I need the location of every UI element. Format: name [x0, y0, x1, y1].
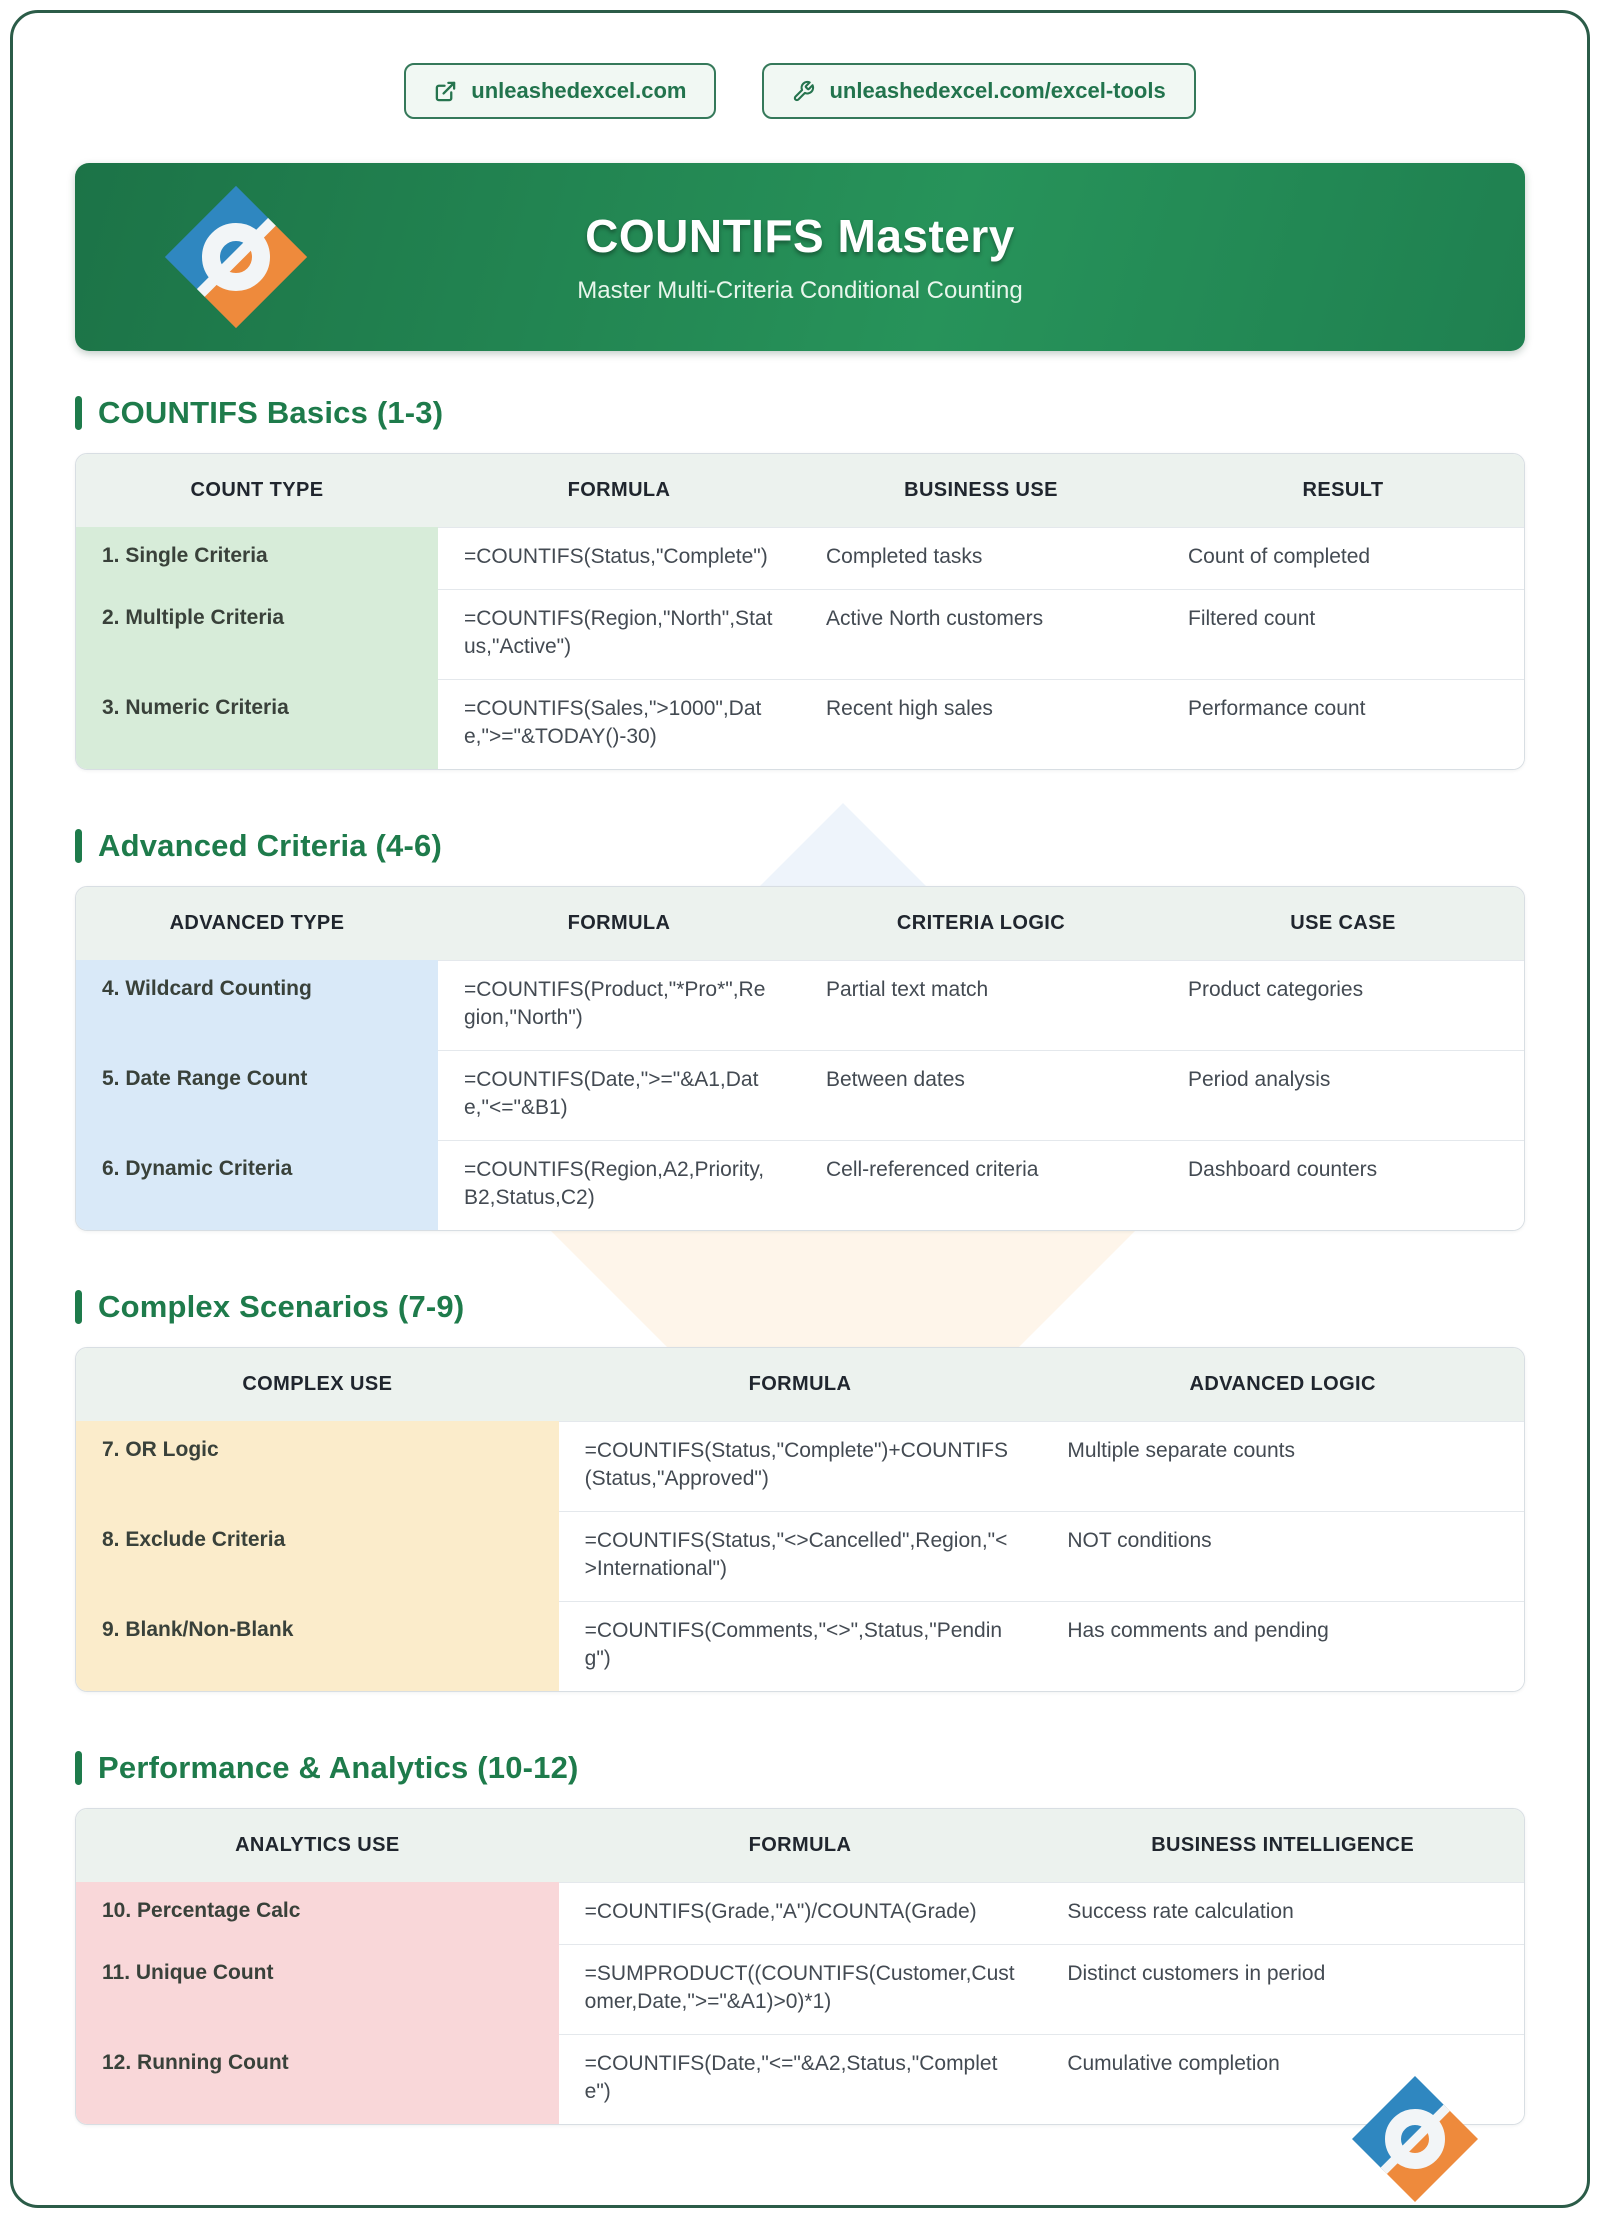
row-label: 4. Wildcard Counting [76, 960, 438, 1050]
table-advanced-criteria [75, 886, 1525, 1231]
description-cell: Cell-referenced criteria [800, 1140, 1162, 1230]
description-cell: Count of completed [1162, 527, 1524, 589]
heading-accent-bar [75, 1751, 82, 1785]
description-cell: Completed tasks [800, 527, 1162, 589]
column-header: FORMULA [438, 454, 800, 527]
column-header: FORMULA [438, 887, 800, 960]
column-header: CRITERIA LOGIC [800, 887, 1162, 960]
formula-cell: =COUNTIFS(Status,"<>Cancelled",Region,"<>International") [559, 1511, 1042, 1601]
page-subtitle: Master Multi-Criteria Conditional Counting [577, 277, 1023, 304]
column-header: USE CASE [1162, 887, 1524, 960]
formula-cell: =COUNTIFS(Grade,"A")/COUNTA(Grade) [559, 1882, 1042, 1944]
description-cell: Between dates [800, 1050, 1162, 1140]
formula-cell: =SUMPRODUCT((COUNTIFS(Customer,Customer,Date,">="&A1)>0)*1) [559, 1944, 1042, 2034]
description-cell: Distinct customers in period [1041, 1944, 1524, 2034]
row-label: 11. Unique Count [76, 1944, 559, 2034]
external-link-icon [434, 80, 457, 103]
row-label: 12. Running Count [76, 2034, 559, 2124]
column-header: FORMULA [559, 1809, 1042, 1882]
description-cell: Has comments and pending [1041, 1601, 1524, 1691]
description-cell: Partial text match [800, 960, 1162, 1050]
column-header: BUSINESS INTELLIGENCE [1041, 1809, 1524, 1882]
table-countifs-basics [75, 453, 1525, 770]
title-banner [75, 163, 1525, 351]
formula-cell: =COUNTIFS(Date,">="&A1,Date,"<="&B1) [438, 1050, 800, 1140]
section-title: Performance & Analytics (10-12) [98, 1750, 579, 1785]
heading-accent-bar [75, 396, 82, 430]
description-cell: Recent high sales [800, 679, 1162, 769]
row-label: 3. Numeric Criteria [76, 679, 438, 769]
column-header: BUSINESS USE [800, 454, 1162, 527]
description-cell: NOT conditions [1041, 1511, 1524, 1601]
cheatsheet-card [10, 10, 1590, 2208]
section-heading-analytics [75, 1750, 1525, 1786]
description-cell: Product categories [1162, 960, 1524, 1050]
section-title: Advanced Criteria (4-6) [98, 828, 442, 863]
row-label: 2. Multiple Criteria [76, 589, 438, 679]
row-label: 5. Date Range Count [76, 1050, 438, 1140]
tools-link-badge[interactable] [762, 63, 1195, 119]
description-cell: Dashboard counters [1162, 1140, 1524, 1230]
row-label: 1. Single Criteria [76, 527, 438, 589]
description-cell: Multiple separate counts [1041, 1421, 1524, 1511]
row-label: 10. Percentage Calc [76, 1882, 559, 1944]
brand-diamond-logo [1345, 2069, 1485, 2208]
section-heading-advanced [75, 828, 1525, 864]
tools-link-label: unleashedexcel.com/excel-tools [829, 78, 1166, 103]
formula-cell: =COUNTIFS(Comments,"<>",Status,"Pending") [559, 1601, 1042, 1691]
description-cell: Filtered count [1162, 589, 1524, 679]
row-label: 8. Exclude Criteria [76, 1511, 559, 1601]
section-title: COUNTIFS Basics (1-3) [98, 395, 444, 430]
formula-cell: =COUNTIFS(Product,"*Pro*",Region,"North") [438, 960, 800, 1050]
formula-cell: =COUNTIFS(Region,"North",Status,"Active") [438, 589, 800, 679]
column-header: RESULT [1162, 454, 1524, 527]
row-label: 9. Blank/Non-Blank [76, 1601, 559, 1691]
formula-cell: =COUNTIFS(Date,"<="&A2,Status,"Complete") [559, 2034, 1042, 2124]
column-header: ADVANCED LOGIC [1041, 1348, 1524, 1421]
description-cell: Success rate calculation [1041, 1882, 1524, 1944]
formula-cell: =COUNTIFS(Region,A2,Priority,B2,Status,C2) [438, 1140, 800, 1230]
row-label: 6. Dynamic Criteria [76, 1140, 438, 1230]
table-complex-scenarios [75, 1347, 1525, 1692]
section-title: Complex Scenarios (7-9) [98, 1289, 465, 1324]
link-badges [13, 13, 1587, 119]
site-link-badge[interactable] [404, 63, 716, 119]
site-link-label: unleashedexcel.com [471, 78, 687, 103]
table-performance-analytics [75, 1808, 1525, 2125]
column-header: COUNT TYPE [76, 454, 438, 527]
heading-accent-bar [75, 829, 82, 863]
description-cell: Performance count [1162, 679, 1524, 769]
column-header: ADVANCED TYPE [76, 887, 438, 960]
formula-cell: =COUNTIFS(Status,"Complete") [438, 527, 800, 589]
column-header: FORMULA [559, 1348, 1042, 1421]
column-header: COMPLEX USE [76, 1348, 559, 1421]
description-cell: Active North customers [800, 589, 1162, 679]
formula-cell: =COUNTIFS(Sales,">1000",Date,">="&TODAY()-30) [438, 679, 800, 769]
page-title: COUNTIFS Mastery [585, 210, 1015, 262]
description-cell: Cumulative completion [1041, 2034, 1524, 2124]
section-heading-complex [75, 1289, 1525, 1325]
column-header: ANALYTICS USE [76, 1809, 559, 1882]
section-heading-basics [75, 395, 1525, 431]
description-cell: Period analysis [1162, 1050, 1524, 1140]
heading-accent-bar [75, 1290, 82, 1324]
row-label: 7. OR Logic [76, 1421, 559, 1511]
wrench-icon [792, 80, 815, 103]
formula-cell: =COUNTIFS(Status,"Complete")+COUNTIFS(Status,"Approved") [559, 1421, 1042, 1511]
